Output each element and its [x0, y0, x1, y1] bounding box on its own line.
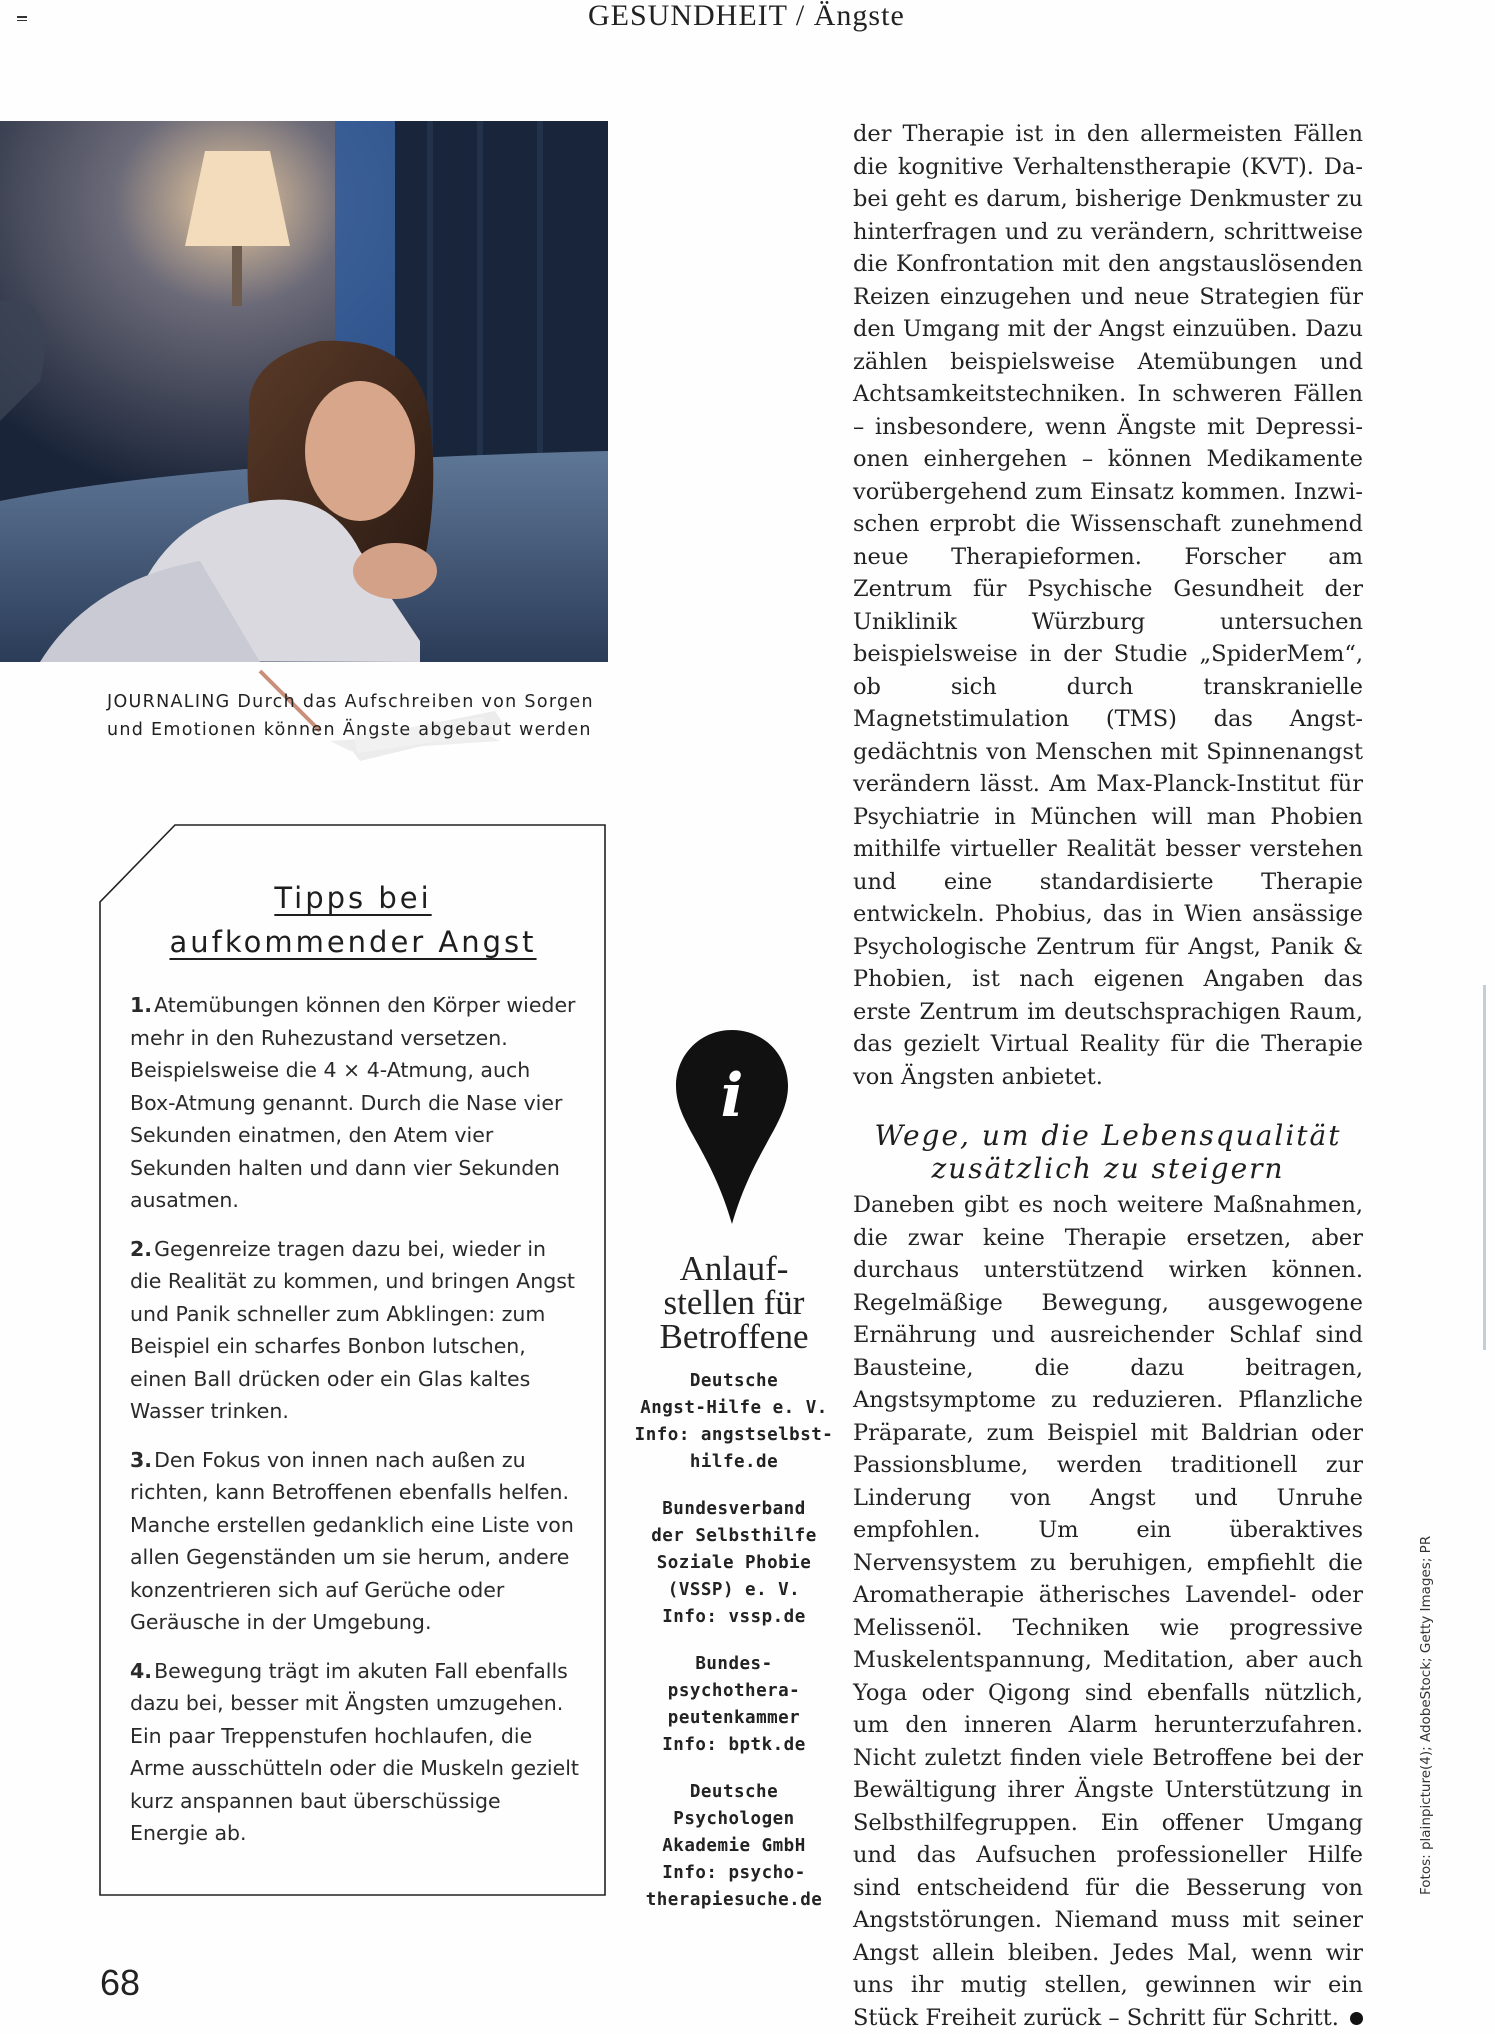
page-edge-divider: [1483, 985, 1486, 1350]
photo-woman-journaling-icon: [0, 121, 608, 662]
end-mark-icon: [1350, 2012, 1363, 2025]
tip-item: [130, 1233, 580, 1428]
article-paragraph-2-text: Daneben gibt es noch weitere Maßnahmen, die zwar keine Therapie ersetzen, aber durchaus unterstützend wirken können. Regelmäßige Bewegung, ausgewogene Ernährung und ausreichender Schlaf sind Bausteine, die dazu beitragen, Angstsymptome zu reduzieren. Pflanzliche Präparate, zum Beispiel mit Baldrian oder Passionsblume, werden traditionell zur Linderung von Angst und Unruhe empfohlen. Um ein überaktives Nervensystem zu beruhigen, empfiehlt die Aromatherapie ätherisches Lavendel- oder Melissenöl. Techniken wie progressive Muskelentspannung, Meditation, aber auch Yoga oder Qigong sind ebenfalls nützlich, um den inneren Alarm herunterzufahren. Nicht zuletzt finden viele Betroffene bei der Bewältigung ihrer Ängste Unterstützung in Selbsthilfegruppen. Ein offener Umgang und das Aufsuchen professioneller Hilfe sind entscheidend für die Besserung von Angststörungen. Niemand muss mit seiner Angst allein bleiben. Jedes Mal, wenn wir uns ihr mutig stellen, gewinnen wir ein Stück Freiheit zurück – Schritt für Schritt.: [853, 1192, 1363, 2031]
article-photo: [0, 121, 608, 662]
tips-title-line2: aufkommender Angst: [169, 925, 537, 959]
tip-text: Den Fokus von innen nach außen zu richten, kann Betroffenen ebenfalls helfen. Manche erstellen gedanklich eine Liste von allen Gegenständen um sie herum, andere konzentrieren sich auf Gerüche oder Geräusche in der Umgebung.: [130, 1447, 574, 1634]
tip-number: 3.: [130, 1447, 153, 1472]
menu-icon[interactable]: [17, 16, 27, 23]
tip-item: [130, 989, 580, 1217]
contact-entry: Deutsche Angst-Hilfe e. V. Info: angstselbst- hilfe.de: [634, 1371, 834, 1472]
article-paragraph-2: [853, 1189, 1363, 2034]
contacts-list: [634, 1368, 834, 1934]
tips-list: [130, 989, 580, 1866]
article-paragraph-1: der Therapie ist in den allermeisten Fällen die kognitive Verhaltenstherapie (KVT). Dabei geht es darum, bisherige Denkmuster zu hinterfragen und zu verändern, schrittweise die Konfrontation mit den angstauslösenden Reizen einzugehen und neue Strategien für den Umgang mit der Angst einzuüben. Dazu zählen beispielsweise Atemübungen und Achtsamkeitstechniken. In schweren Fällen – insbesondere, wenn Ängste mit Depressionen einhergehen – können Medikamente vorübergehend zum Einsatz kommen. Inzwischen erprobt die Wissenschaft zunehmend neue Therapieformen. Forscher am Zentrum für Psychische Gesundheit der Uniklinik Würzburg untersuchen beispielsweise in der Studie „SpiderMem“, ob sich durch transkranielle Magnetstimulation (TMS) das Angstgedächtnis von Menschen mit Spinnenangst verändern lässt. Am Max-Planck-Institut für Psychiatrie in München will man Phobien mithilfe virtueller Realität besser verstehen und eine standardisierte Therapie entwickeln. Phobius, das in Wien ansässige Psychologische Zentrum für Angst, Panik & Phobien, ist nach eigenen Angaben das erste Zentrum im deutschsprachigen Raum, das gezielt Virtual Reality für die Therapie von Ängsten anbietet.: [853, 121, 1363, 1090]
tips-title-line1: Tipps bei: [274, 881, 432, 915]
pin-letter: i: [720, 1061, 744, 1131]
tip-item: [130, 1655, 580, 1850]
photo-caption: [107, 688, 607, 744]
tips-title: [99, 876, 607, 964]
tip-item: [130, 1444, 580, 1639]
photo-credits: Fotos: plainpicture(4); AdobeStock; Getty Images; PR: [1418, 1535, 1434, 1895]
tip-text: Bewegung trägt im akuten Fall ebenfalls dazu bei, besser mit Ängsten umzugehen. Ein paar Treppenstufen hochlaufen, die Arme ausschütteln oder die Muskeln gezielt kurz anspannen baut überschüssige Energie ab.: [130, 1658, 579, 1845]
tip-text: Gegenreize tragen dazu bei, wieder in die Realität zu kommen, und bringen Angst und Panik schneller zum Abklingen: zum Beispiel ein scharfes Bonbon lutschen, einen Ball drücken oder ein Glas kaltes Wasser trinken.: [130, 1236, 575, 1423]
info-pin-icon: [672, 1028, 792, 1228]
contacts-title: Anlauf- stellen für Betroffene: [659, 1249, 809, 1356]
caption-label: JOURNALING: [107, 692, 231, 712]
article-column: [853, 118, 1363, 2034]
contact-entry: Bundes- psychothera- peutenkammer Info: bptk.de: [662, 1654, 806, 1755]
tip-number: 1.: [130, 993, 153, 1017]
contact-entry: Deutsche Psychologen Akademie GmbH Info: psycho- therapiesuche.de: [645, 1782, 823, 1910]
section-header: GESUNDHEIT / Ängste: [588, 0, 905, 32]
tip-text: Atemübungen können den Körper wieder mehr in den Ruhezustand versetzen. Beispielsweise die 4 × 4-Atmung, auch Box-Atmung genannt. Durch die Nase vier Sekunden einatmen, den Atem vier Sekunden halten und dann vier Sekunden ausatmen.: [130, 993, 576, 1212]
page-number: 68: [100, 1962, 141, 2003]
caption-text: Durch das Aufschreiben von Sorgen und Emotionen können Ängste abgebaut werden: [107, 692, 594, 740]
contact-entry: Bundesverband der Selbsthilfe Soziale Phobie (VSSP) e. V. Info: vssp.de: [651, 1499, 817, 1627]
tip-number: 2.: [130, 1236, 153, 1261]
tips-box: [99, 824, 607, 1896]
article-subheading: Wege, um die Lebensqualität zusätzlich zu steigern: [874, 1119, 1342, 1185]
tip-number: 4.: [130, 1658, 153, 1683]
